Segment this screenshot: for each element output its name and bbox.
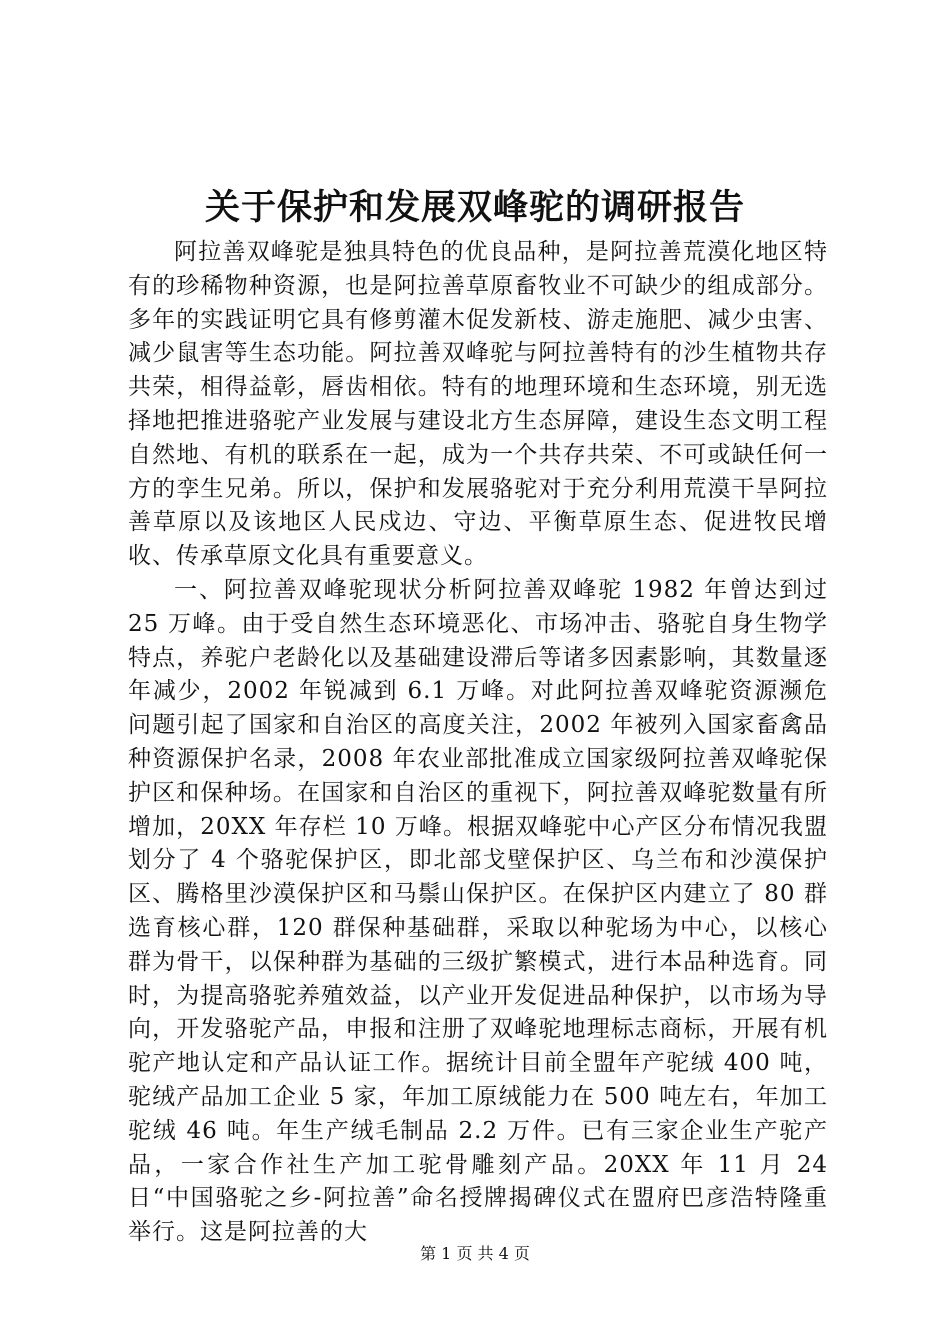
page-number-footer: 第 1 页 共 4 页 bbox=[420, 1244, 530, 1263]
paragraph-intro: 阿拉善双峰驼是独具特色的优良品种，是阿拉善荒漠化地区特有的珍稀物种资源，也是阿拉善草原畜牧业不可缺少的组成部分。多年的实践证明它具有修剪灌木促发新枝、游走施肥、减少虫害、减少鼠害等生态功能。阿拉善双峰驼与阿拉善特有的沙生植物共存共荣，相得益彰，唇齿相依。特有的地理环境和生态环境，别无选择地把推进骆驼产业发展与建设北方生态屏障，建设生态文明工程自然地、有机的联系在一起，成为一个共存共荣、不可或缺任何一方的孪生兄弟。所以，保护和发展骆驼对于充分利用荒漠干旱阿拉善草原以及该地区人民戍边、守边、平衡草原生态、促进牧民增收、传承草原文化具有重要意义。 bbox=[128, 239, 828, 570]
paragraph-status-analysis: 一、阿拉善双峰驼现状分析阿拉善双峰驼 1982 年曾达到过 25 万峰。由于受自然生态环境恶化、市场冲击、骆驼自身生物学特点，养驼户老龄化以及基础建设滞后等诸多因素影响，其数量逐年减少，2002 年锐减到 6.1 万峰。对此阿拉善双峰驼资源濒危问题引起了国家和自治区的高度关注，2002 年被列入国家畜禽品种资源保护名录，2008 年农业部批准成立国家级阿拉善双峰驼保护区和保种场。在国家和自治区的重视下，阿拉善双峰驼数量有所增加，20XX 年存栏 10 万峰。根据双峰驼中心产区分布情况我盟划分了 4 个骆驼保护区，即北部戈壁保护区、乌兰布和沙漠保护区、腾格里沙漠保护区和马鬃山保护区。在保护区内建立了 80 群选育核心群，120 群保种基础群，采取以种驼场为中心，以核心群为骨干，以保种群为基础的三级扩繁模式，进行本品种选育。同时，为提高骆驼养殖效益，以产业开发促进品种保护，以市场为导向，开发骆驼产品，申报和注册了双峰驼地理标志商标，开展有机驼产地认定和产品认证工作。据统计目前全盟年产驼绒 400 吨，驼绒产品加工企业 5 家，年加工原绒能力在 500 吨左右，年加工驼绒 46 吨。年生产绒毛制品 2.2 万件。已有三家企业生产驼产品，一家合作社生产加工驼骨雕刻产品。20XX 年 11 月 24 日“中国骆驼之乡-阿拉善”命名授牌揭碑仪式在盟府巴彦浩特隆重举行。这是阿拉善的大 bbox=[128, 576, 828, 1246]
document-body bbox=[128, 236, 828, 1250]
document-title: 关于保护和发展双峰驼的调研报告 bbox=[204, 187, 745, 228]
